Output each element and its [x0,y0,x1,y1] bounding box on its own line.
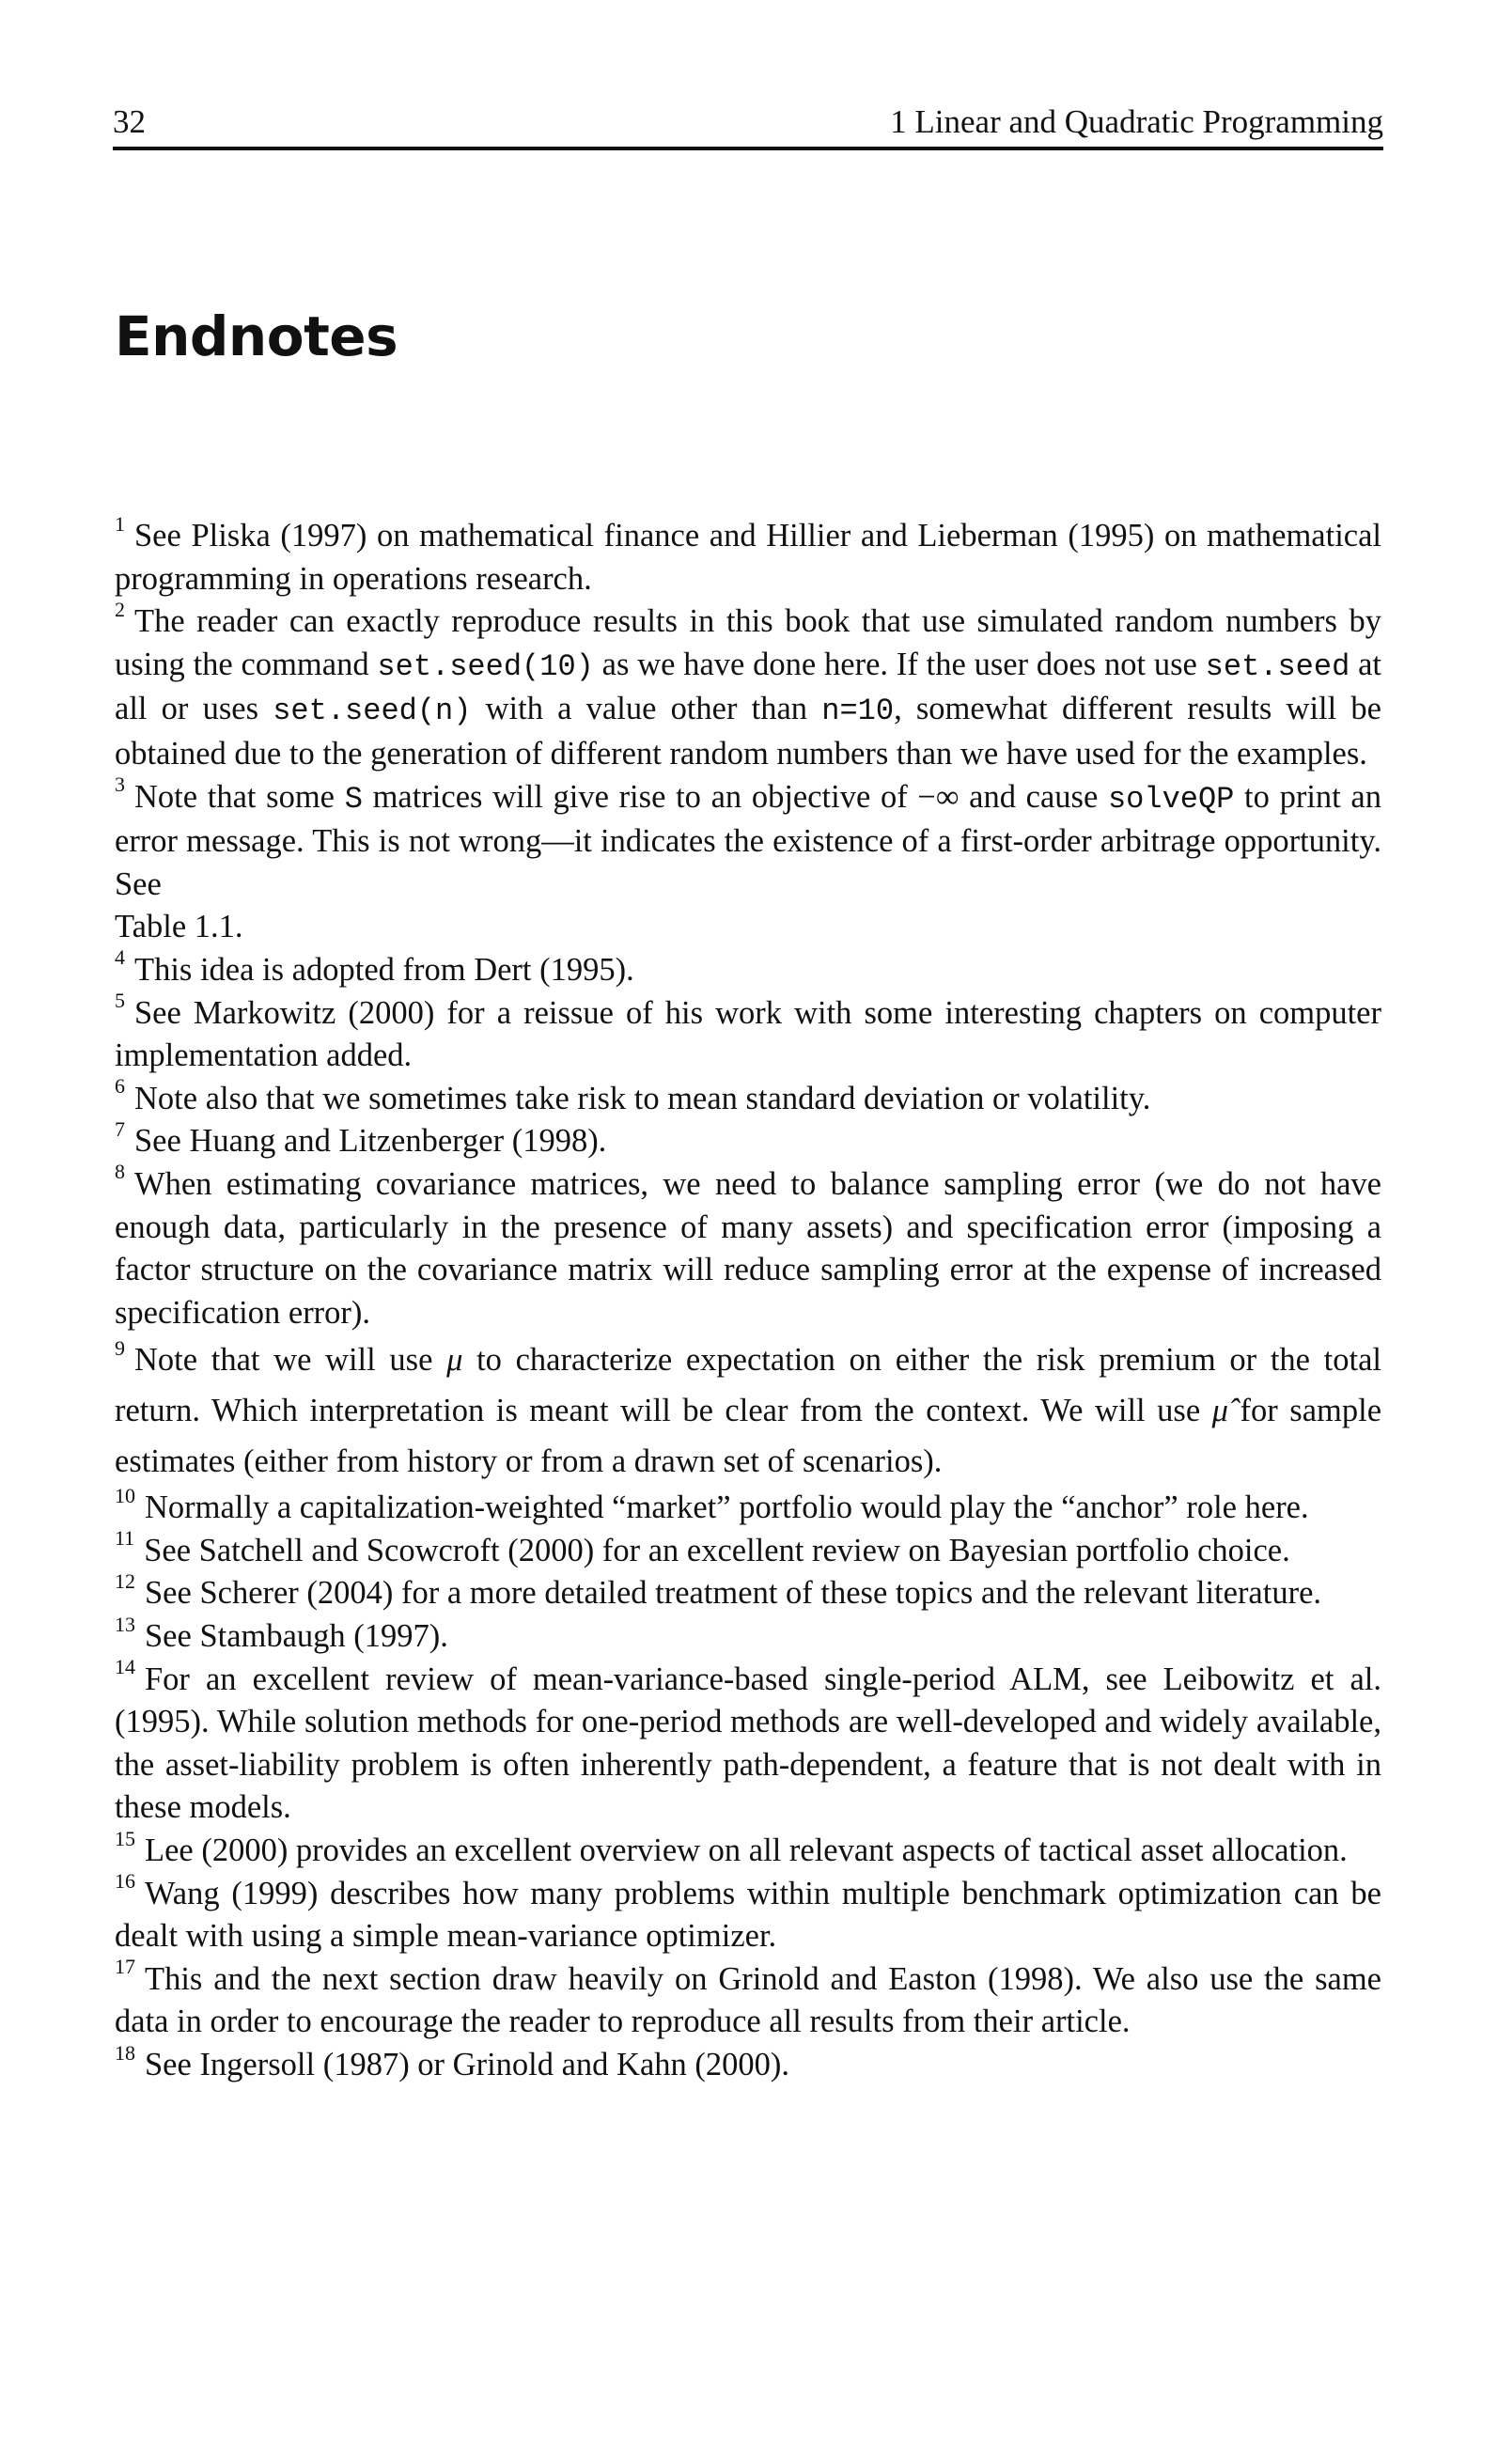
running-head [113,101,1383,150]
endnote-text: The reader can exactly reproduce results in this book that use simulated random numbers by using the command [115,603,1381,682]
endnote-14 [115,1655,1381,1830]
endnote-text: See Markowitz (2000) for a reissue of his work with some interesting chapters on computer implementation added. [115,994,1381,1074]
endnote-11 [115,1526,1381,1573]
endnote-text: matrices will give rise to an objective of [362,778,918,815]
code-set-seed: set.seed [1205,648,1350,684]
endnote-16 [115,1869,1381,1958]
endnote-4 [115,945,1381,992]
endnote-number: 12 [115,1568,135,1593]
endnote-text: Note that some [134,778,345,815]
endnote-number: 16 [115,1869,135,1894]
endnote-number: 1 [115,511,125,536]
running-title: 1 Linear and Quadratic Programming [890,103,1383,140]
endnote-1 [115,511,1381,600]
endnote-text: See Stambaugh (1997). [145,1618,448,1655]
endnote-number: 4 [115,945,125,970]
minus-infinity-symbol: −∞ [917,778,960,815]
endnote-number: 15 [115,1826,135,1850]
endnote-text: and cause [959,778,1108,815]
section-title: Endnotes [115,304,398,368]
endnote-3 [115,772,1381,949]
endnote-number: 10 [115,1483,135,1507]
endnote-text: For an excellent review of mean-variance-based single-period ALM, see Leibowitz et al. (1995). While solution methods for one-period methods are well-developed and widely available, the asset-liability problem is often inherently path-dependent, a feature that is not dealt with in these models. [115,1661,1381,1826]
endnote-text: Lee (2000) provides an excellent overview on all relevant aspects of tactical asset allocation. [145,1832,1348,1869]
endnote-number: 14 [115,1655,135,1679]
endnote-text: This and the next section draw heavily on Grinold and Easton (1998). We also use the same data in order to encourage the reader to reproduce all results from their article. [115,1960,1381,2040]
endnote-text: See Scherer (2004) for a more detailed treatment of these topics and the relevant literature. [145,1575,1322,1612]
table-reference: Table 1.1. [115,909,243,945]
endnote-number: 11 [115,1526,135,1551]
endnote-13 [115,1612,1381,1659]
endnote-text: for sample estimates (either from history or from a drawn set of scenarios). [115,1393,1382,1480]
endnote-10 [115,1483,1381,1530]
page-number: 32 [113,103,146,140]
endnote-text: at all or uses [115,646,1381,727]
endnote-text: When estimating covariance matrices, we need to balance sampling error (we do not have enough data, particularly in the presence of many assets) and specification error (imposing a factor structure on the covariance matrix will reduce sampling error at the expense of increased specification error). [115,1165,1381,1331]
endnote-text: to characterize expectation on either the risk premium or the total return. Which interpretation is meant will be clear from the context. We will use [115,1342,1381,1429]
code-set-seed-n: set.seed(n) [273,694,472,729]
endnote-text: See Pliska (1997) on mathematical finance and Hillier and Lieberman (1995) on mathematical programming in operations research. [115,518,1381,597]
endnote-15 [115,1826,1381,1873]
code-set-seed-10: set.seed(10) [377,648,594,684]
code-n-equals-10: n=10 [821,694,895,729]
endnote-text: Note also that we sometimes take risk to mean standard deviation or volatility. [134,1080,1151,1116]
endnote-text: with a value other than [471,691,822,727]
endnote-text: Wang (1999) describes how many problems within multiple benchmark optimization can be dealt with using a simple mean-variance optimizer. [115,1875,1381,1955]
endnote-8 [115,1160,1381,1334]
endnote-number: 8 [115,1160,125,1184]
endnote-number: 6 [115,1074,125,1099]
endnote-5 [115,989,1381,1078]
endnote-9 [115,1334,1381,1487]
endnote-text: See Satchell and Scowcroft (2000) for an excellent review on Bayesian portfolio choice. [144,1532,1290,1568]
endnote-text: This idea is adopted from Dert (1995). [134,951,634,988]
endnote-text: Note that we will use [134,1342,447,1379]
mu-hat-symbol: μ̂ [1211,1393,1228,1429]
endnote-text: to print an error message. This is not wrong—it indicates the existence of a first-order arbitrage opportunity. See [115,778,1381,902]
code-s-matrix: S [344,781,363,817]
endnote-number: 5 [115,989,125,1013]
endnote-7 [115,1116,1381,1163]
mu-symbol: μ [446,1342,463,1379]
endnote-text: See Ingersoll (1987) or Grinold and Kahn (2000). [145,2047,790,2082]
endnote-number: 2 [115,597,125,621]
endnote-number: 18 [115,2040,135,2065]
endnote-18 [115,2040,1381,2087]
endnote-number: 3 [115,772,125,797]
endnote-text: as we have done here. If the user does not use [593,646,1206,682]
endnote-number: 7 [115,1116,125,1141]
endnote-6 [115,1074,1381,1121]
endnote-number: 9 [115,1335,125,1360]
endnote-2 [115,597,1381,775]
endnote-text: Normally a capitalization-weighted “market” portfolio would play the “anchor” role here. [145,1489,1309,1526]
code-solveqp: solveQP [1107,781,1235,817]
endnote-12 [115,1568,1381,1615]
endnotes-list [115,511,1382,2087]
endnote-text: See Huang and Litzenberger (1998). [134,1123,607,1160]
endnote-17 [115,1955,1381,2044]
endnote-number: 13 [115,1612,135,1636]
endnote-number: 17 [115,1955,135,1979]
endnote-text: , somewhat different results will be obtained due to the generation of different random numbers than we have used for the examples. [115,691,1381,772]
